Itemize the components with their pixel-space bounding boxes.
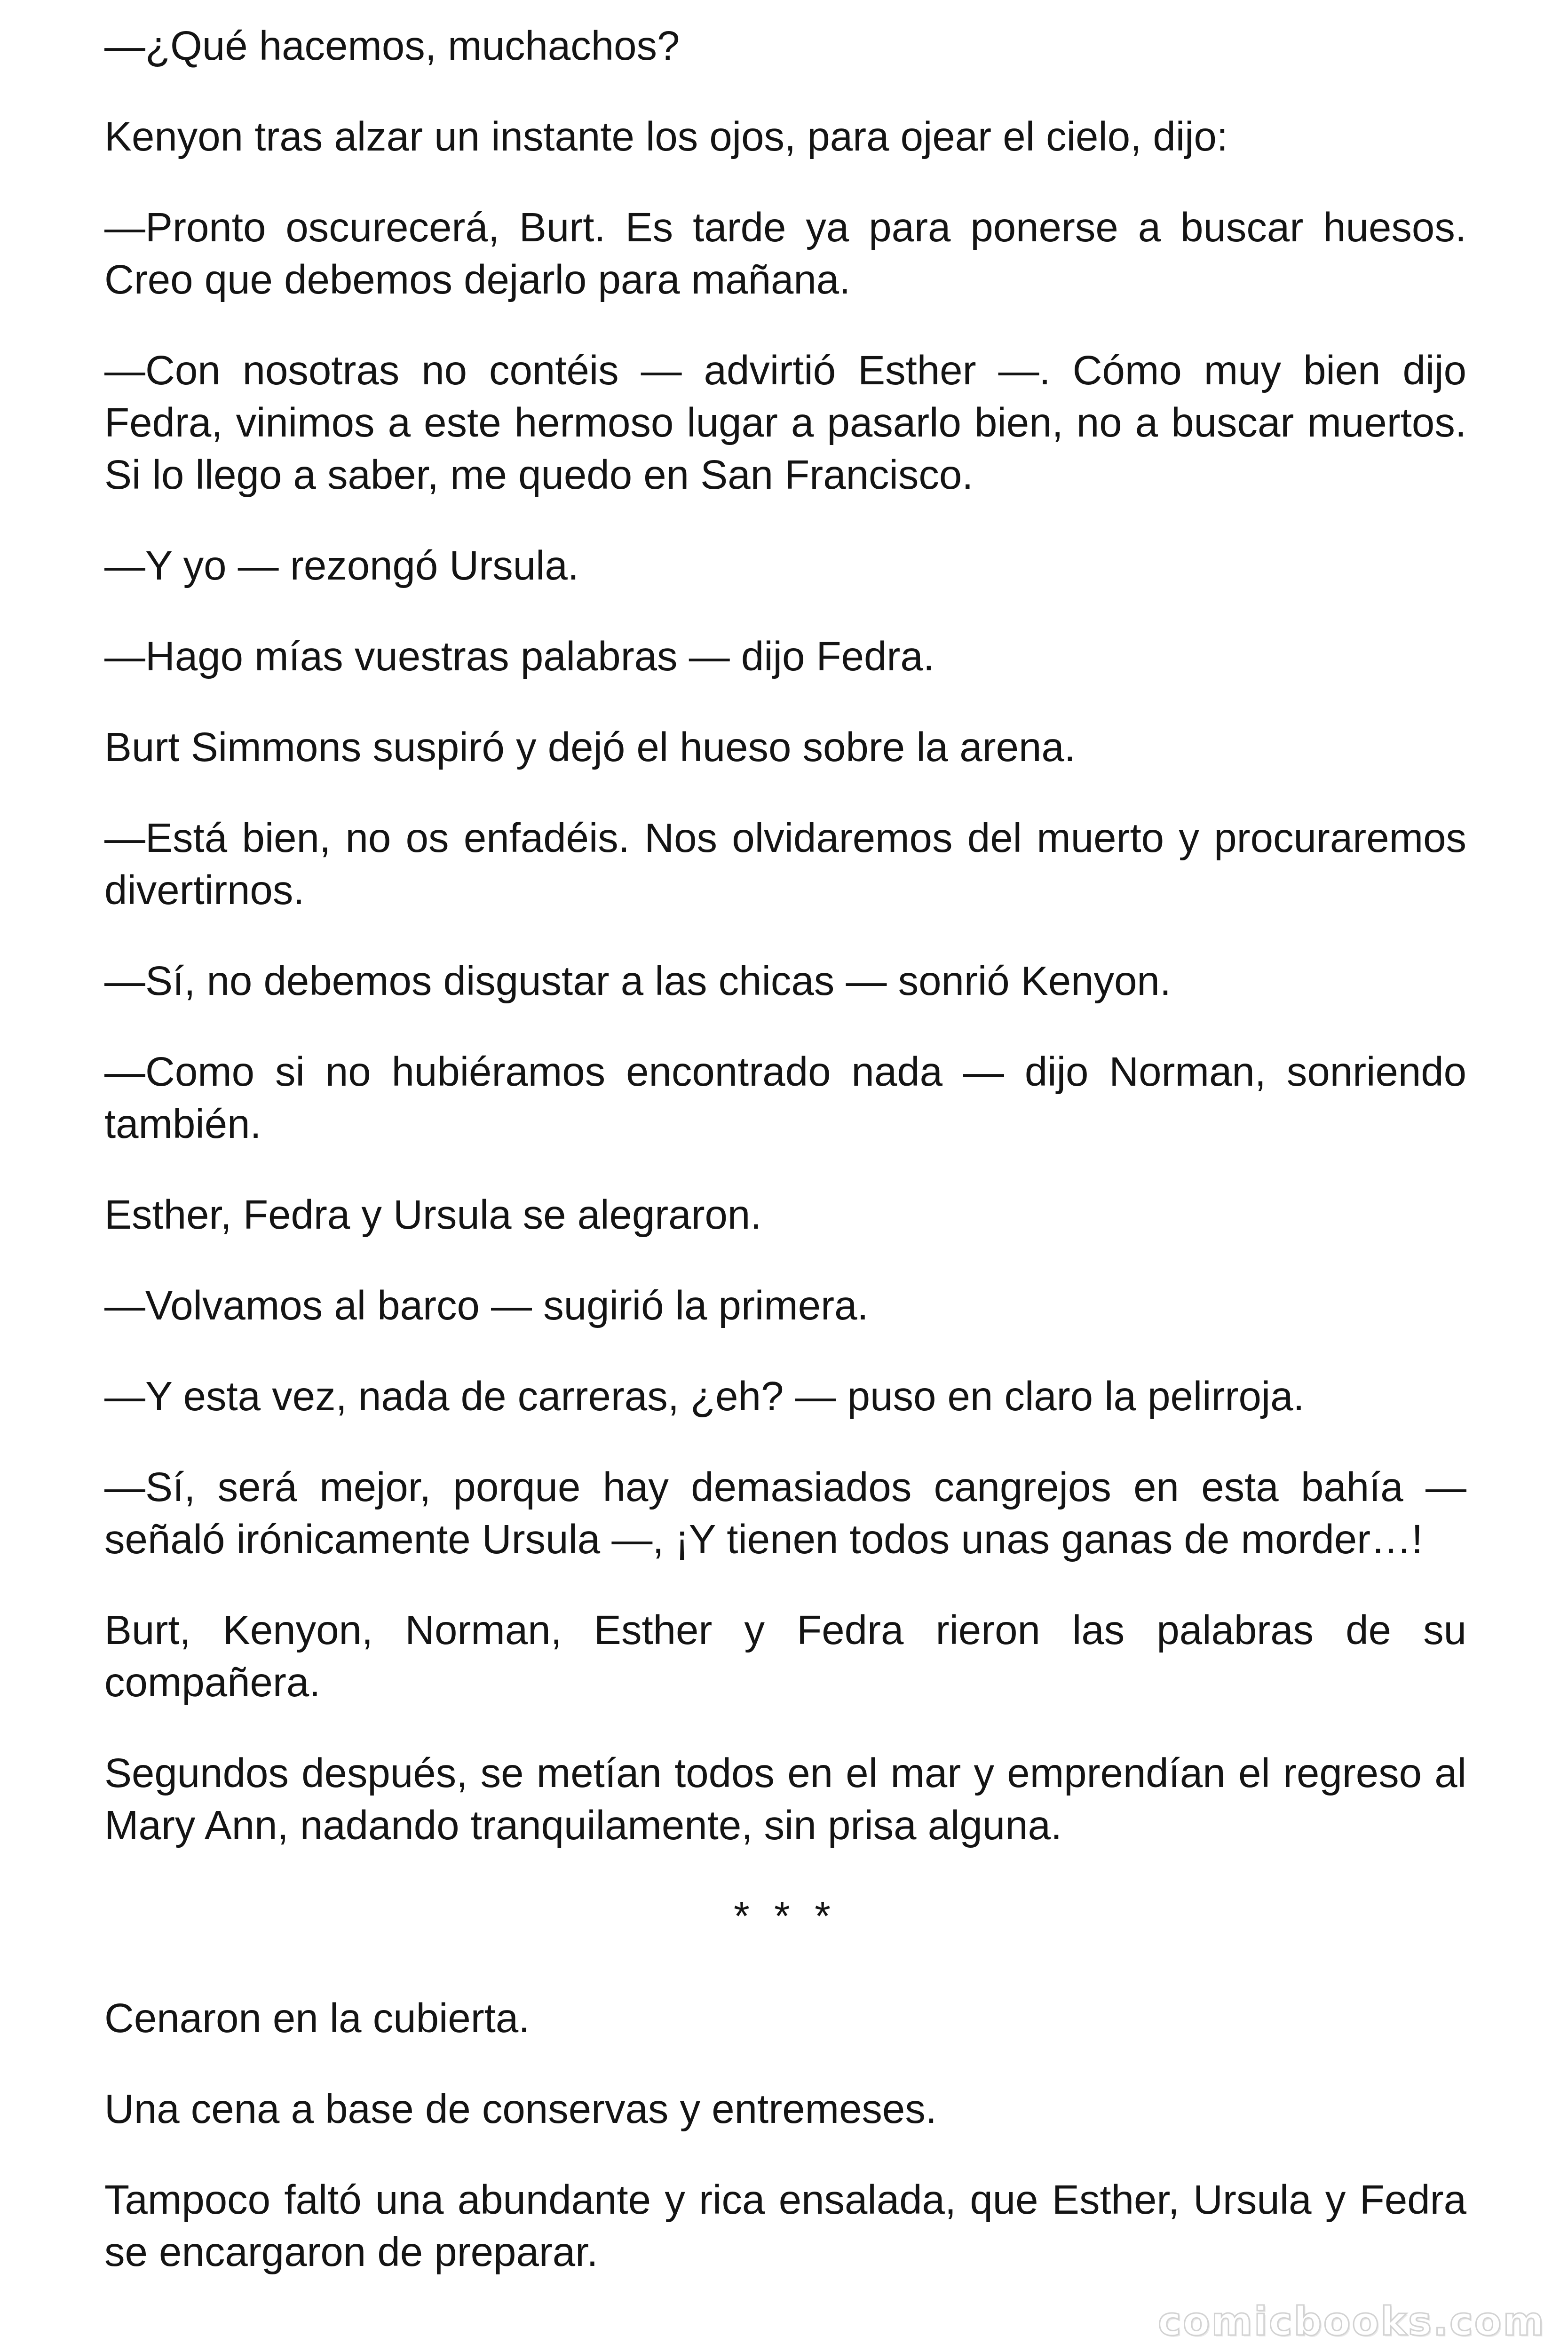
paragraph: Segundos después, se metían todos en el mar y emprendían el regreso al Mary Ann, nadando tranquilamente, sin prisa alguna.	[104, 1750, 1466, 1848]
document-page	[104, 20, 1466, 2317]
paragraph: —Con nosotras no contéis — advirtió Esther —. Cómo muy bien dijo Fedra, vinimos a este hermoso lugar a pasarlo bien, no a buscar muertos. Si lo llego a saber, me quedo en San Francisco.	[104, 348, 1466, 498]
watermark-logo: comicbooks.com	[1158, 2298, 1545, 2344]
paragraph: —Sí, será mejor, porque hay demasiados cangrejos en esta bahía — señaló irónicamente Ursula —, ¡Y tienen todos unas ganas de morder…!	[104, 1464, 1466, 1562]
paragraph: —¿Qué hacemos, muchachos?	[104, 23, 680, 69]
paragraph: —Está bien, no os enfadéis. Nos olvidaremos del muerto y procuraremos divertirnos.	[104, 815, 1466, 913]
paragraph: —Pronto oscurecerá, Burt. Es tarde ya para ponerse a buscar huesos. Creo que debemos dejarlo para mañana.	[104, 205, 1466, 302]
paragraph: —Como si no hubiéramos encontrado nada — dijo Norman, sonriendo también.	[104, 1049, 1466, 1147]
paragraph: Burt, Kenyon, Norman, Esther y Fedra rieron las palabras de su compañera.	[104, 1607, 1466, 1705]
paragraph: Burt Simmons suspiró y dejó el hueso sobre la arena.	[104, 724, 1076, 770]
paragraph: —Hago mías vuestras palabras — dijo Fedra.	[104, 634, 934, 679]
paragraph: —Y yo — rezongó Ursula.	[104, 543, 579, 588]
paragraph: —Sí, no debemos disgustar a las chicas — sonrió Kenyon.	[104, 958, 1171, 1004]
paragraph: Cenaron en la cubierta.	[104, 1995, 530, 2041]
paragraph: Esther, Fedra y Ursula se alegraron.	[104, 1192, 762, 1238]
paragraph: —Volvamos al barco — sugirió la primera.	[104, 1283, 869, 1328]
paragraph: Una cena a base de conservas y entremeses.	[104, 2086, 937, 2132]
scene-break: * * *	[734, 1893, 837, 1939]
paragraph: Kenyon tras alzar un instante los ojos, para ojear el cielo, dijo:	[104, 114, 1228, 159]
paragraph: Tampoco faltó una abundante y rica ensalada, que Esther, Ursula y Fedra se encargaron de preparar.	[104, 2177, 1466, 2275]
paragraph: —Y esta vez, nada de carreras, ¿eh? — puso en claro la pelirroja.	[104, 1374, 1305, 1419]
